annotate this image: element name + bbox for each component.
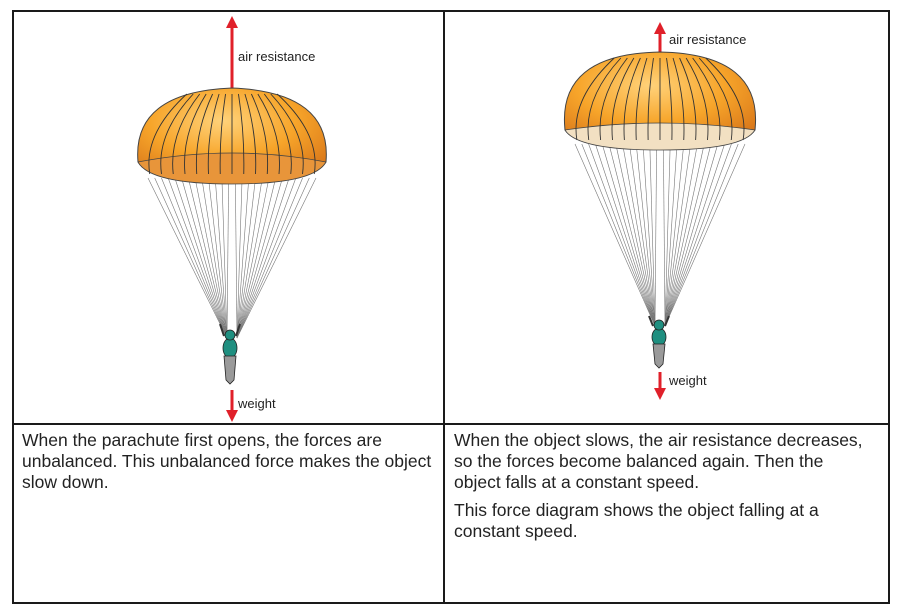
- row-divider: [12, 423, 890, 425]
- left-parachute-diagram: [14, 12, 443, 423]
- right-caption-text-1: When the object slows, the air resistance decreases, so the forces become balanced again. Then the object falls at a constant speed.: [454, 430, 863, 492]
- right-caption-text-2: This force diagram shows the object falling at a constant speed.: [454, 500, 819, 541]
- right-caption: [454, 430, 874, 542]
- weight-label: weight: [669, 373, 707, 388]
- parachute-canopy: [138, 88, 327, 184]
- weight-arrow: [226, 390, 238, 422]
- parachutist-figure: [649, 316, 669, 368]
- right-parachute-diagram: [445, 12, 888, 423]
- suspension-lines: [575, 144, 745, 326]
- air-resistance-arrow: [226, 16, 238, 90]
- weight-arrow: [654, 372, 666, 400]
- left-caption: [22, 430, 432, 493]
- parachute-canopy: [564, 52, 755, 150]
- air-resistance-label: air resistance: [238, 49, 316, 64]
- suspension-lines: [148, 178, 316, 338]
- left-diagram-panel: [14, 12, 443, 423]
- weight-label: weight: [238, 396, 276, 411]
- right-diagram-panel: [445, 12, 888, 423]
- parachutist-figure: [220, 324, 240, 384]
- air-resistance-arrow: [654, 22, 666, 56]
- left-caption-text: When the parachute first opens, the forces are unbalanced. This unbalanced force makes the object slow down.: [22, 430, 432, 492]
- air-resistance-label: air resistance: [669, 32, 747, 47]
